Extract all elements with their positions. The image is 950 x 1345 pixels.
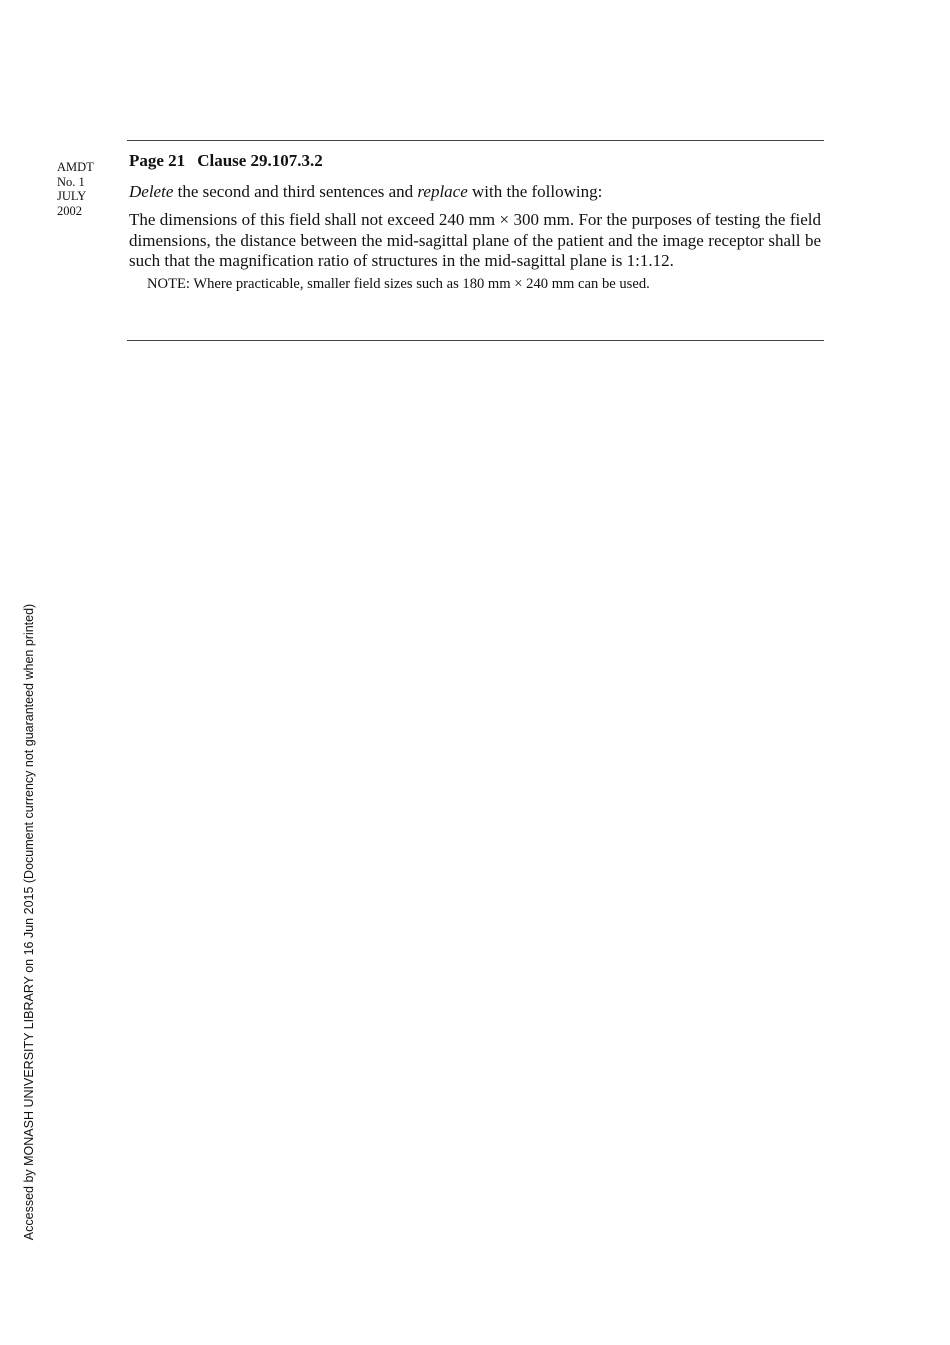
instruction-middle: the second and third sentences and [173,182,418,201]
access-watermark: Accessed by MONASH UNIVERSITY LIBRARY on 16 Jun 2015 (Document currency not guaranteed when printed) [22,603,36,1241]
instruction-end: with the following: [467,182,603,201]
clause-heading [129,150,821,172]
clause-reference: Clause 29.107.3.2 [197,151,323,170]
amendment-margin-note [57,160,94,218]
replace-word: replace [417,182,468,201]
amendment-content [129,150,821,294]
amendment-instruction [129,181,821,203]
replacement-text: The dimensions of this field shall not exceed 240 mm × 300 mm. For the purposes of testing the field dimensions, the distance between the mid-sagittal plane of the patient and the image receptor shall be such that the magnification ratio of structures in the mid-sagittal plane is 1:1.12. [129,210,821,271]
top-rule [127,140,824,141]
bottom-rule [127,340,824,341]
note-text: NOTE: Where practicable, smaller field sizes such as 180 mm × 240 mm can be used. [147,276,650,293]
page-reference: Page 21 [129,151,186,170]
amendment-line: AMDT [57,160,94,174]
amendment-line: No. 1 [57,174,85,189]
amendment-line: 2002 [57,203,82,218]
amendment-line: JULY [57,189,87,203]
delete-word: Delete [129,182,174,201]
